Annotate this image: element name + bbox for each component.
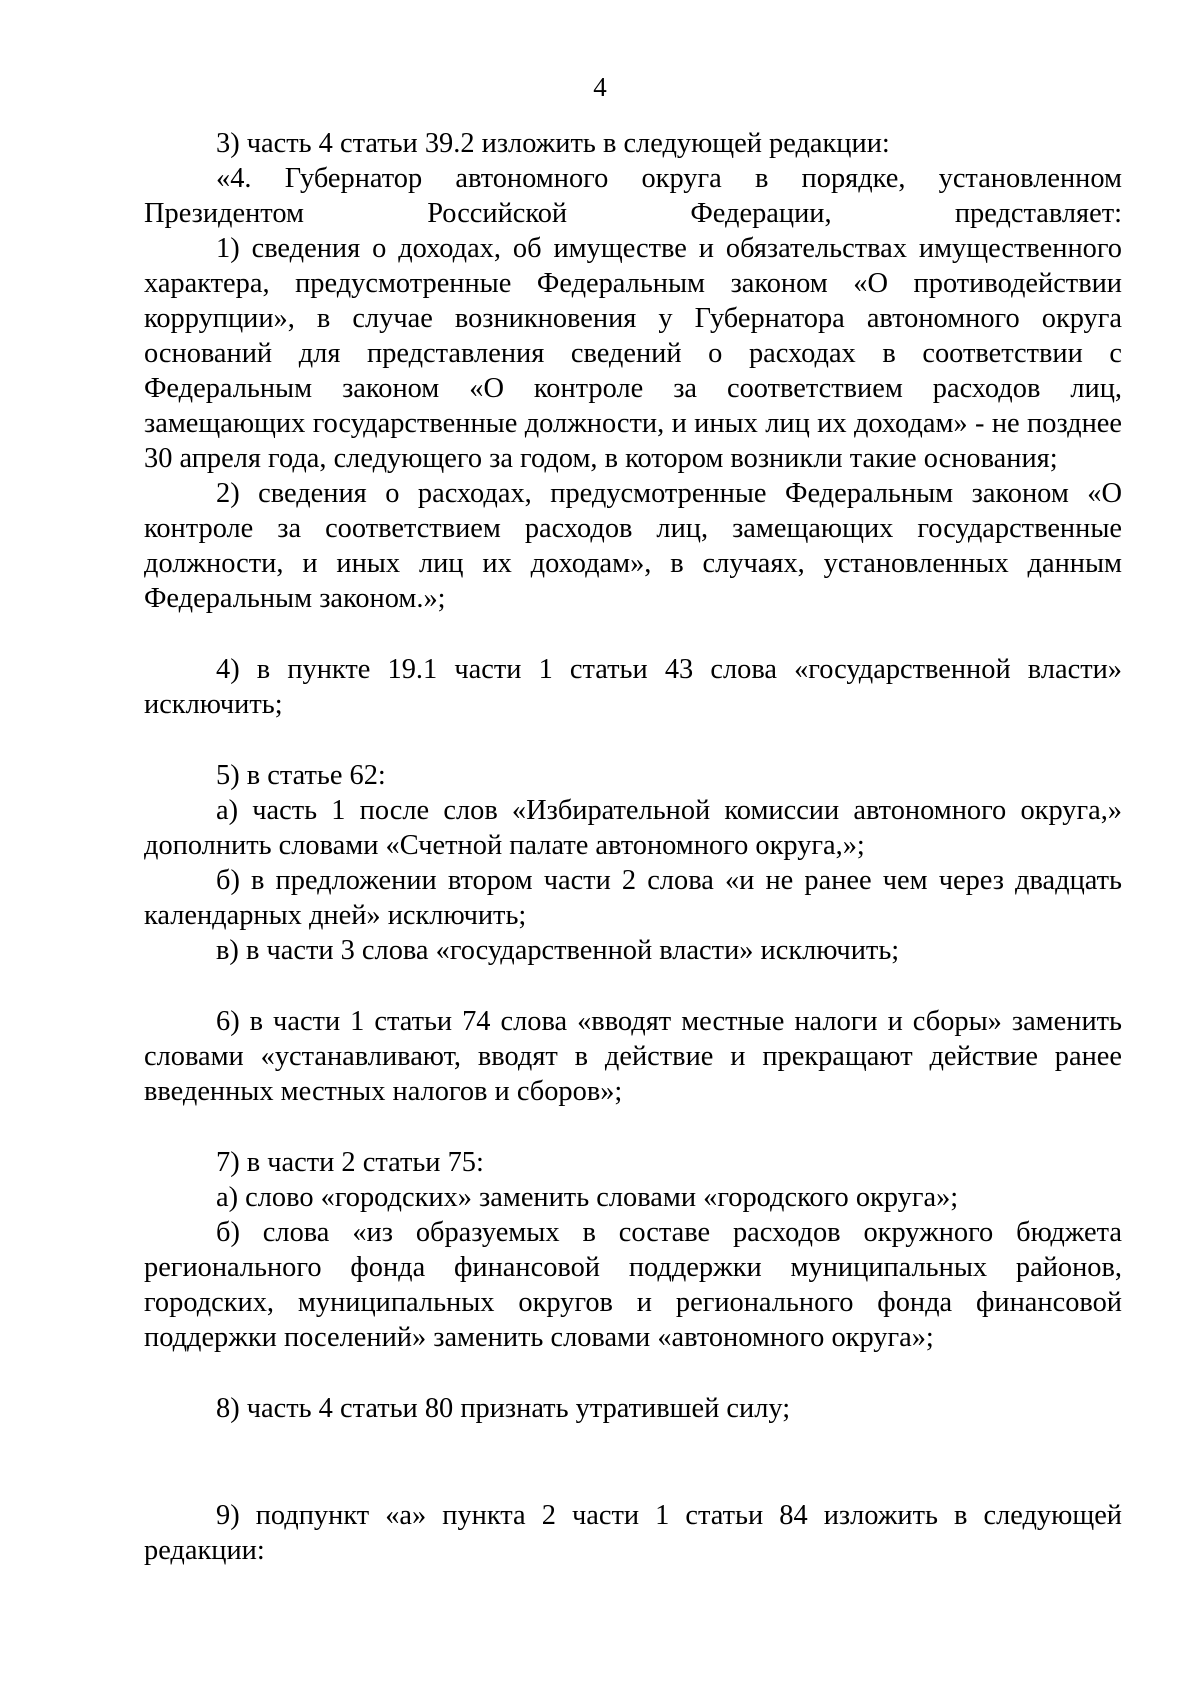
paragraph-3-intro: 3) часть 4 статьи 39.2 изложить в следующей редакции: [216,128,890,159]
paragraph-7-intro: 7) в части 2 статьи 75: [216,1147,484,1178]
paragraph-3-item-1: 1) сведения о доходах, об имуществе и обязательствах имущественного характера, предусмотренные Федеральным законом «О противодействии коррупции», в случае возникновения у Губернатора автономного округа оснований для представления сведений о расходах в соответствии с Федеральным законом «О контроле за соответствием расходов лиц, замещающих государственные должности, и иных лиц их доходам» - не позднее 30 апреля года, следующего за годом, в котором возникли такие основания; [144,233,1122,474]
paragraph-7-b: б) слова «из образуемых в составе расходов окружного бюджета регионального фонда финансовой поддержки муниципальных районов, городских, муниципальных округов и регионального фонда финансовой поддержки поселений» заменить словами «автономного округа»; [144,1217,1122,1353]
paragraph-5-a: а) часть 1 после слов «Избирательной комиссии автономного округа,» дополнить словами «Счетной палате автономного округа,»; [144,795,1122,861]
paragraph-3-item-2: 2) сведения о расходах, предусмотренные Федеральным законом «О контроле за соответствием расходов лиц, замещающих государственные должности, и иных лиц их доходам», в случаях, установленных данным Федеральным законом.»; [144,478,1122,614]
paragraph-5-intro: 5) в статье 62: [216,760,386,791]
paragraph-5-b: б) в предложении втором части 2 слова «и не ранее чем через двадцать календарных дней» исключить; [144,865,1122,931]
paragraph-4: 4) в пункте 19.1 части 1 статьи 43 слова «государственной власти» исключить; [144,654,1122,720]
paragraph-5-c: в) в части 3 слова «государственной власти» исключить; [216,935,900,966]
paragraph-3-quote: «4. Губернатор автономного округа в порядке, установленном Президентом Российской Федерации, представляет: [144,163,1122,229]
paragraph-8: 8) часть 4 статьи 80 признать утратившей силу; [216,1393,791,1424]
page-number: 4 [593,72,607,102]
paragraph-7-a: а) слово «городских» заменить словами «городского округа»; [216,1182,959,1213]
document-body [144,126,1122,1568]
paragraph-6: 6) в части 1 статьи 74 слова «вводят местные налоги и сборы» заменить словами «устанавливают, вводят в действие и прекращают действие ранее введенных местных налогов и сборов»; [144,1006,1122,1107]
paragraph-9: 9) подпункт «а» пункта 2 части 1 статьи 84 изложить в следующей редакции: [144,1500,1122,1566]
